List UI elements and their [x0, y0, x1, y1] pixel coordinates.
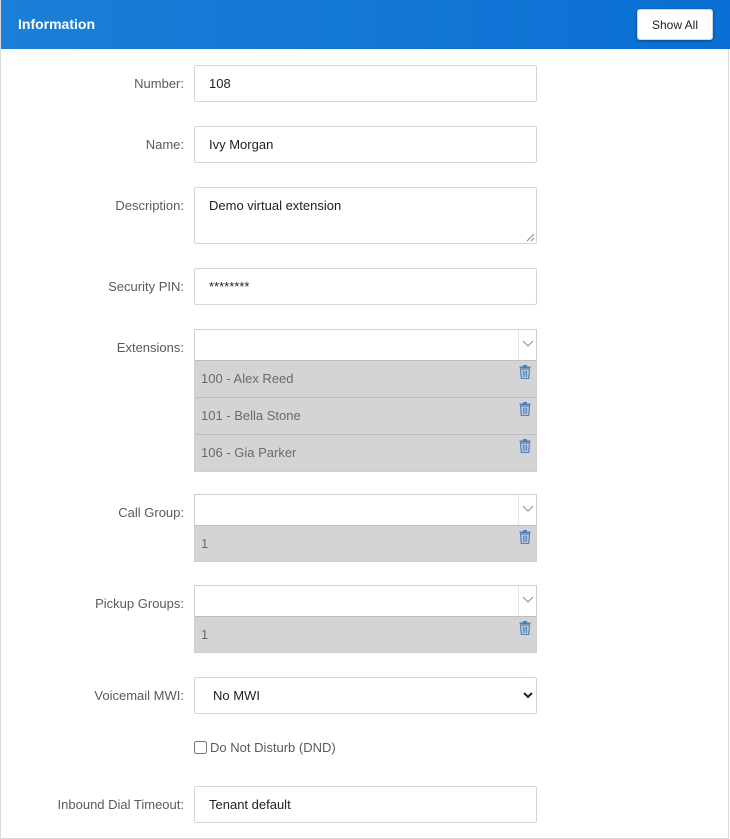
panel-header [1, 0, 730, 49]
dnd-checkbox-row[interactable] [194, 738, 336, 756]
pickup-groups-label: Pickup Groups: [95, 596, 184, 611]
pickup-group-tag-label: 1 [201, 627, 209, 642]
number-input[interactable] [194, 65, 537, 102]
call-group-multiselect [194, 494, 537, 562]
pickup-group-tag [195, 616, 536, 652]
inbound-dial-timeout-input[interactable] [194, 786, 537, 823]
dnd-checkbox[interactable] [194, 741, 207, 754]
chevron-down-icon[interactable] [518, 495, 536, 525]
extension-tag-label: 100 - Alex Reed [201, 371, 294, 386]
pickup-groups-multiselect [194, 585, 537, 653]
call-group-label: Call Group: [118, 505, 184, 520]
call-group-tag-label: 1 [201, 536, 209, 551]
name-input[interactable] [194, 126, 537, 163]
extensions-search-input[interactable] [195, 330, 536, 360]
chevron-down-icon[interactable] [518, 330, 536, 360]
trash-icon[interactable] [519, 530, 531, 544]
dnd-label: Do Not Disturb (DND) [210, 739, 336, 755]
extension-tag-label: 101 - Bella Stone [201, 408, 301, 423]
extension-tag-label: 106 - Gia Parker [201, 445, 297, 460]
security-pin-label: Security PIN: [108, 279, 184, 294]
extension-tag [195, 434, 536, 471]
trash-icon[interactable] [519, 621, 531, 635]
inbound-dial-timeout-label: Inbound Dial Timeout: [57, 797, 184, 812]
extension-tag [195, 360, 536, 397]
voicemail-mwi-select[interactable] [194, 677, 537, 714]
chevron-down-icon[interactable] [518, 586, 536, 616]
name-label: Name: [145, 137, 184, 152]
security-pin-input[interactable] [194, 268, 537, 305]
show-all-button[interactable]: Show All [637, 9, 713, 40]
resize-grip-icon[interactable] [525, 232, 535, 242]
call-group-tag [195, 525, 536, 561]
extensions-multiselect [194, 329, 537, 472]
number-label: Number: [134, 76, 184, 91]
extensions-label: Extensions: [116, 340, 184, 355]
extension-tag [195, 397, 536, 434]
trash-icon[interactable] [519, 365, 531, 379]
description-label: Description: [115, 198, 184, 213]
description-textarea[interactable] [194, 187, 537, 244]
call-group-search-input[interactable] [195, 495, 536, 525]
trash-icon[interactable] [519, 439, 531, 453]
voicemail-mwi-label: Voicemail MWI: [94, 688, 184, 703]
trash-icon[interactable] [519, 402, 531, 416]
panel-title: Information [18, 16, 95, 32]
pickup-groups-search-input[interactable] [195, 586, 536, 616]
